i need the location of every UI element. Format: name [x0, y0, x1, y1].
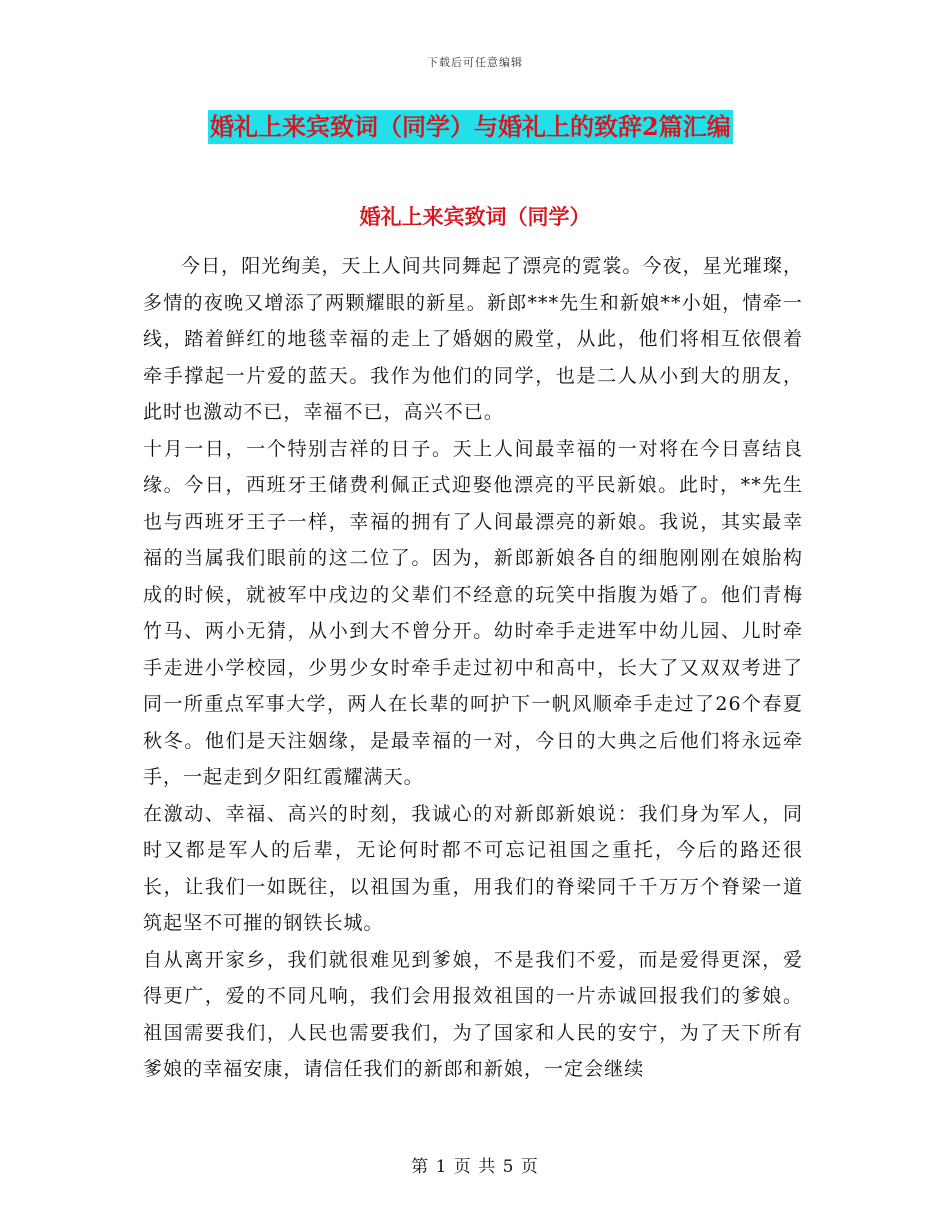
paragraph-3: 在激动、幸福、高兴的时刻，我诚心的对新郎新娘说：我们身为军人，同时又都是军人的后辈，无论何时都不可忘记祖国之重托，今后的路还很长，让我们一如既往，以祖国为重，用我们的脊梁同千千万万个脊梁一道筑起坚不可摧的钢铁长城。 [143, 802, 803, 934]
page-number-footer: 第 1 页 共 5 页 [411, 1157, 539, 1177]
section-title: 婚礼上来宾致词（同学） [359, 204, 591, 229]
paragraph-4: 自从离开家乡，我们就很难见到爹娘，不是我们不爱，而是爱得更深，爱得更广，爱的不同凡响，我们会用报效祖国的一片赤诚回报我们的爹娘。祖国需要我们，人民也需要我们，为了国家和人民的安宁，为了天下所有爹娘的幸福安康，请信任我们的新郎和新娘，一定会继续 [143, 948, 803, 1080]
document-title: 婚礼上来宾致词（同学）与婚礼上的致辞2篇汇编 [208, 110, 733, 144]
paragraph-1: 今日，阳光绚美，天上人间共同舞起了漂亮的霓裳。今夜，星光璀璨，多情的夜晚又增添了两颗耀眼的新星。新郎***先生和新娘**小姐，情牵一线，踏着鲜红的地毯幸福的走上了婚姻的殿堂，从此，他们将相互依偎着牵手撑起一片爱的蓝天。我作为他们的同学，也是二人从小到大的朋友，此时也激动不已，幸福不已，高兴不已。 [143, 255, 803, 423]
document-body [143, 248, 803, 1088]
paragraph-2: 十月一日，一个特别吉祥的日子。天上人间最幸福的一对将在今日喜结良缘。今日，西班牙王储费利佩正式迎娶他漂亮的平民新娘。此时，**先生也与西班牙王子一样，幸福的拥有了人间最漂亮的新娘。我说，其实最幸福的当属我们眼前的这二位了。因为，新郎新娘各自的细胞刚刚在娘胎构成的时候，就被军中戌边的父辈们不经意的玩笑中指腹为婚了。他们青梅竹马、两小无猜，从小到大不曾分开。幼时牵手走进军中幼儿园、儿时牵手走进小学校园，少男少女时牵手走过初中和高中，长大了又双双考进了同一所重点军事大学，两人在长辈的呵护下一帆风顺牵手走过了26个春夏秋冬。他们是天注姻缘，是最幸福的一对，今日的大典之后他们将永远牵手，一起走到夕阳红霞耀满天。 [143, 437, 803, 788]
header-note: 下载后可任意编辑 [427, 56, 523, 69]
